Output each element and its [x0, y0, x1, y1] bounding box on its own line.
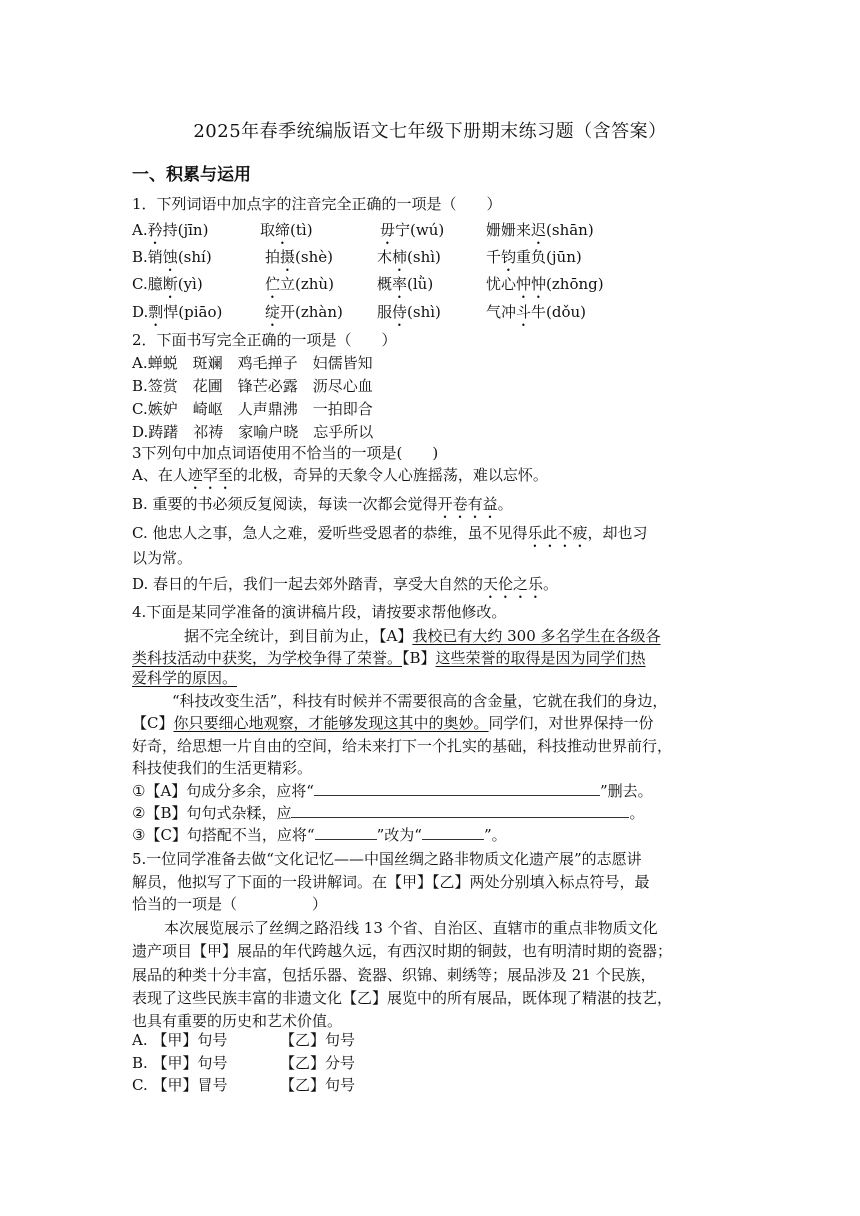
answer-blank [422, 825, 484, 840]
q1-option-a: A.矜持(jīn) 取缔(tì) 毋宁(wú) 姗姗来迟(shān) [132, 221, 594, 239]
q5-passage: 本次展览展示了丝绸之路沿线 13 个省、自治区、直辖市的重点非物质文化 [164, 919, 658, 937]
q5-stem: 5.一位同学准备去做“文化记忆——中国丝绸之路非物质文化遗产展”的志愿讲 [132, 850, 642, 868]
q2-option-a: A.蝉蜕 斑斓 鸡毛掸子 妇儒皆知 [132, 354, 373, 372]
q4-subquestion-1: ①【A】句成分多余，应将“ ”删去。 [132, 782, 653, 800]
q3-stem: 3下列句中加点词语使用不恰当的一项是( ) [132, 444, 439, 462]
q5-option-c: C. 【甲】冒号 【乙】句号 [132, 1076, 356, 1094]
q2-stem: 2．下面书写完全正确的一项是（ ） [132, 331, 397, 349]
q1-stem: 1．下列词语中加点字的注音完全正确的一项是（ ） [132, 195, 502, 213]
q5-option-b: B. 【甲】句号 【乙】分号 [132, 1054, 356, 1072]
q4-stem: 4.下面是某同学准备的演讲稿片段，请按要求帮他修改。 [132, 603, 507, 621]
q2-option-b: B.签赏 花圃 锋芒必露 沥尽心血 [132, 377, 373, 395]
q5-passage-3: 展品的种类十分丰富，包括乐器、瓷器、织锦、刺绣等；展品涉及 21 个民族， [132, 966, 656, 984]
q2-option-c: C.嫉妒 崎岖 人声鼎沸 一拍即合 [132, 400, 373, 418]
q3-option-d: D. 春日的午后，我们一起去郊外踏青，享受大自然的天伦之乐。 [132, 575, 559, 593]
section-heading: 一、积累与运用 [132, 165, 251, 185]
q3-option-a: A、在人迹罕至的北极，奇异的天象令人心旌摇荡，难以忘怀。 [132, 466, 548, 484]
q1-option-b: B.销蚀(shí) 拍摄(shè) 木柿(shì) 千钧重负(jūn) [132, 248, 582, 266]
q1-option-c: C.臆断(yì) 伫立(zhù) 概率(lǜ) 忧心忡忡(zhōng) [132, 275, 604, 293]
answer-blank [314, 781, 600, 796]
q5-stem-2: 解员，他拟写了下面的一段讲解词。在【甲】【乙】两处分别填入标点符号，最 [132, 873, 650, 891]
document-title: 2025年春季统编版语文七年级下册期末练习题（含答案） [193, 121, 667, 142]
q1-option-d: D.剽悍(piāo) 绽开(zhàn) 服侍(shì) 气冲斗牛(dǒu) [132, 303, 587, 321]
q4-paragraph-2: “科技改变生活”，科技有时候并不需要很高的含金量，它就在我们的身边， [172, 692, 668, 710]
answer-blank [291, 803, 629, 818]
answer-blank [315, 825, 377, 840]
q4-paragraph-1-end: 爱科学的原因。 [132, 669, 238, 687]
q3-option-b: B. 重要的书必须反复阅读，每读一次都会觉得开卷有益。 [132, 495, 513, 513]
q4-paragraph-1-cont: 类科技活动中获奖，为学校争得了荣誉。【B】这些荣誉的取得是因为同学们热 [132, 649, 646, 667]
q2-option-d: D.踌躇 祁祷 家喻户晓 忘乎所以 [132, 423, 374, 441]
q4-subquestion-3: ③【C】句搭配不当，应将“ ”改为“ ”。 [132, 826, 507, 844]
q5-passage-2: 遗产项目【甲】展品的年代跨越久远，有西汉时期的铜鼓，也有明清时期的瓷器； [132, 942, 673, 960]
q3-option-c: C. 他忠人之事，急人之难，爱听些受恩者的恭维，虽不见得乐此不疲，却也习 [132, 524, 648, 542]
q5-stem-3: 恰当的一项是（ ） [132, 895, 328, 913]
q4-subquestion-2: ②【B】句句式杂糅，应 。 [132, 804, 645, 822]
q4-paragraph-2-d: 科技使我们的生活更精彩。 [132, 759, 313, 777]
q4-paragraph-2-c: 好奇，给思想一片自由的空间，给未来打下一个扎实的基础，科技推动世界前行， [132, 737, 673, 755]
q3-option-c-cont: 以为常。 [132, 549, 193, 567]
q4-paragraph-1: 据不完全统计，到目前为止，【A】我校已有大约 300 多名学生在各级各 [184, 627, 661, 645]
q5-option-a: A. 【甲】句号 【乙】句号 [132, 1031, 356, 1049]
q5-passage-4: 表现了这些民族丰富的非遗文化【乙】展览中的所有展品，既体现了精湛的技艺， [132, 989, 673, 1007]
q4-paragraph-2-b: 【C】你只要细心地观察，才能够发现这其中的奥妙。同学们，对世界保持一份 [132, 714, 654, 732]
q5-passage-5: 也具有重要的历史和艺术价值。 [132, 1012, 343, 1030]
